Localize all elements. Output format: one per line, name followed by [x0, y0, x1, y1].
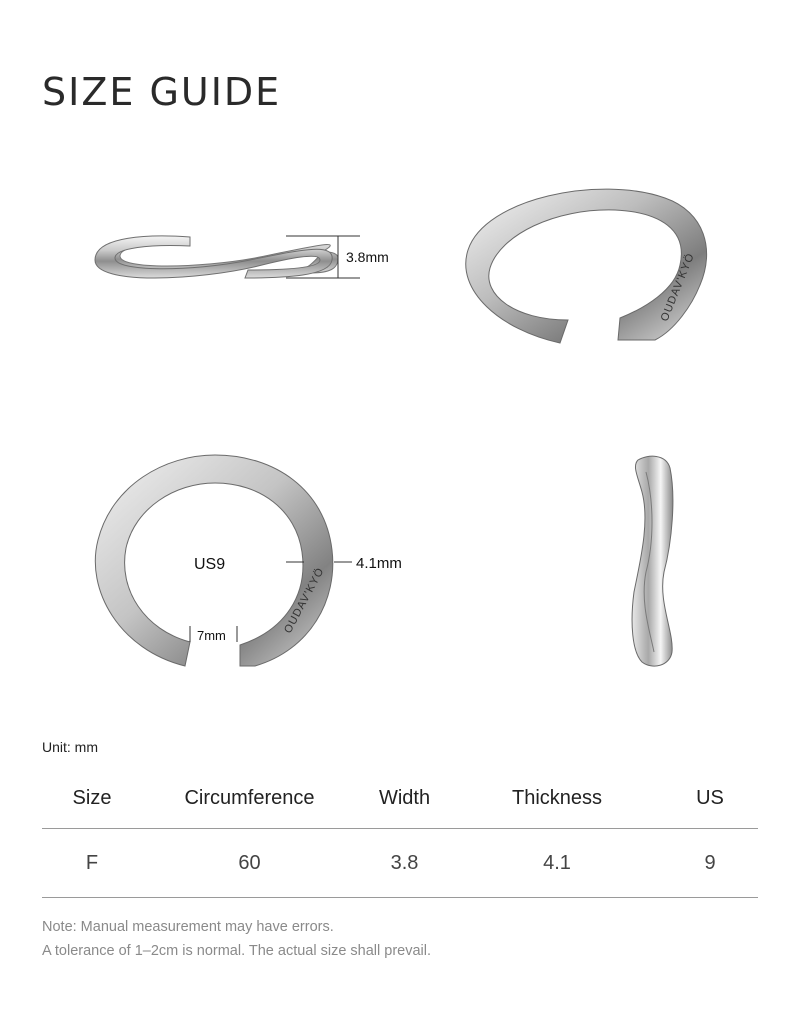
note-line-2: A tolerance of 1–2cm is normal. The actual size shall prevail.: [42, 943, 432, 959]
cell-size: F: [42, 829, 142, 898]
page-title: SIZE GUIDE: [42, 70, 282, 114]
brand-engraving-front: OUDAV'KYÖ: [282, 565, 327, 636]
header-width: Width: [357, 768, 452, 829]
ring-front-view: [90, 450, 420, 680]
header-circumference: Circumference: [142, 768, 357, 829]
gap-label: 7mm: [197, 628, 226, 643]
brand-engraving: OUDAV'KYÖ: [658, 251, 697, 324]
cell-us: 9: [662, 829, 758, 898]
table-header-row: [42, 768, 758, 829]
width-label: 3.8mm: [346, 249, 389, 265]
cell-thickness: 4.1: [452, 829, 662, 898]
cell-circumference: 60: [142, 829, 357, 898]
size-label: US9: [194, 556, 226, 573]
ring-edge-view: [620, 452, 680, 672]
header-size: Size: [42, 768, 142, 829]
table-row: [42, 829, 758, 898]
size-table: [42, 768, 758, 898]
thickness-label: 4.1mm: [356, 555, 402, 572]
unit-label: Unit: mm: [42, 739, 98, 755]
ring-angled-view: [460, 180, 720, 350]
header-thickness: Thickness: [452, 768, 662, 829]
cell-width: 3.8: [357, 829, 452, 898]
header-us: US: [662, 768, 758, 829]
note-line-1: Note: Manual measurement may have errors.: [42, 919, 334, 935]
ring-side-view: [80, 220, 440, 300]
